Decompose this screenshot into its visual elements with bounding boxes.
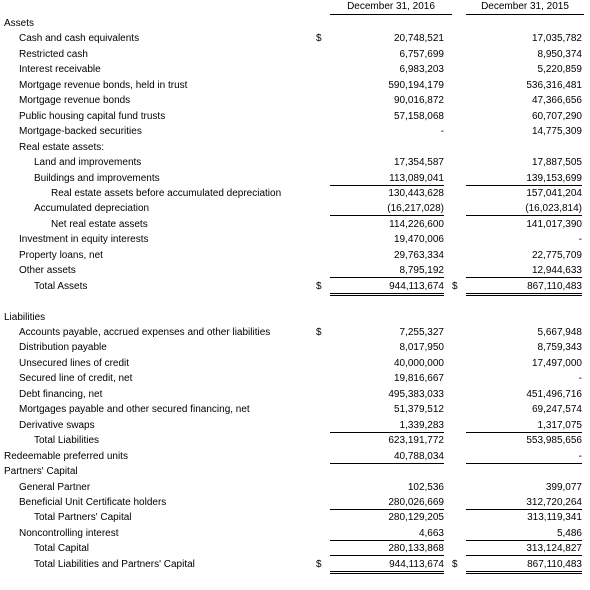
row-label: General Partner [19, 481, 91, 493]
table-row [0, 155, 590, 170]
value-2015: 8,759,343 [537, 342, 582, 354]
value-2016: 114,226,600 [389, 218, 444, 230]
table-row [0, 418, 590, 433]
value-2015: 312,720,264 [466, 495, 582, 510]
table-row [0, 140, 590, 155]
row-label: Total Partners' Capital [34, 512, 132, 524]
row-label: Total Liabilities and Partners' Capital [34, 558, 195, 570]
value-2016: - [440, 126, 444, 138]
value-2015: 313,124,827 [466, 541, 582, 556]
value-2016: 495,383,033 [388, 388, 444, 400]
value-2016: 8,017,950 [399, 342, 444, 354]
value-2016: 40,788,034 [330, 449, 444, 464]
value-2015: 399,077 [545, 481, 582, 493]
row-label: Total Assets [34, 280, 88, 292]
row-label: Distribution payable [19, 342, 107, 354]
value-2015: 313,119,341 [527, 512, 582, 524]
table-row [0, 433, 590, 448]
value-2015: 14,775,309 [531, 126, 582, 138]
table-row [0, 279, 590, 294]
table-row [0, 356, 590, 371]
row-label: Real estate assets: [19, 141, 105, 153]
row-label: Partners' Capital [4, 466, 78, 478]
table-row [0, 78, 590, 93]
row-label: Total Capital [34, 543, 90, 555]
table-row [0, 47, 590, 62]
currency-symbol: $ [452, 558, 458, 570]
table-row [0, 402, 590, 417]
value-2016: 29,763,334 [393, 249, 444, 261]
value-2015: 451,496,716 [526, 388, 582, 400]
table-row [0, 294, 590, 309]
value-2015: 17,035,782 [531, 33, 582, 45]
value-2016: 623,191,772 [388, 435, 444, 447]
table-row [0, 201, 590, 216]
value-2015: 5,667,948 [537, 327, 582, 338]
value-2015: 1,317,075 [466, 418, 582, 433]
value-2015: (16,023,814) [466, 201, 582, 216]
value-2016: 1,339,283 [330, 418, 444, 433]
value-2016: 7,255,327 [399, 327, 444, 338]
currency-symbol: $ [316, 33, 322, 45]
value-2015: - [466, 449, 582, 464]
value-2016: 20,748,521 [393, 33, 444, 45]
table-row [0, 449, 590, 464]
row-label: Net real estate assets [51, 218, 148, 230]
currency-symbol: $ [316, 558, 322, 570]
table-row [0, 371, 590, 386]
value-2016: 6,983,203 [399, 64, 444, 76]
value-2016: 51,379,512 [393, 404, 444, 416]
value-2016: 280,129,205 [388, 512, 444, 524]
row-label: Mortgages payable and other secured financing, net [19, 404, 250, 416]
value-2015: 22,775,709 [531, 249, 582, 261]
value-2015: 69,247,574 [531, 404, 582, 416]
row-label: Restricted cash [19, 48, 88, 60]
value-2015: 141,017,390 [526, 218, 582, 230]
table-row [0, 186, 590, 201]
row-label: Secured line of credit, net [19, 373, 133, 385]
value-2016: 590,194,179 [388, 79, 444, 91]
row-label: Real estate assets before accumulated depreciation [51, 187, 282, 199]
value-2015: 8,950,374 [537, 48, 582, 60]
row-label: Redeemable preferred units [4, 450, 128, 462]
row-label: Property loans, net [19, 249, 103, 261]
column-header-2015: December 31, 2015 [466, 0, 584, 15]
column-header-2016: December 31, 2016 [330, 0, 452, 15]
value-2016: 57,158,068 [393, 110, 444, 122]
value-2015: 553,985,656 [526, 435, 582, 447]
value-2016: 102,536 [407, 481, 444, 493]
table-row [0, 263, 590, 278]
table-row [0, 248, 590, 263]
value-2015: - [578, 373, 582, 385]
row-label: Derivative swaps [19, 419, 95, 431]
table-row [0, 557, 590, 572]
value-2016: 944,113,674 [330, 557, 444, 574]
table-row [0, 31, 590, 46]
row-label: Unsecured lines of credit [19, 357, 130, 369]
row-label: Land and improvements [34, 157, 142, 169]
row-label: Mortgage revenue bonds [19, 95, 131, 107]
value-2015: 47,366,656 [531, 95, 582, 107]
table-row [0, 325, 590, 340]
row-label: Mortgage revenue bonds, held in trust [19, 79, 188, 91]
value-2016: 944,113,674 [330, 279, 444, 296]
row-label: Debt financing, net [19, 388, 103, 400]
table-row [0, 510, 590, 525]
value-2016: 40,000,000 [393, 357, 444, 369]
table-row [0, 310, 590, 325]
value-2016: 90,016,872 [393, 95, 444, 107]
value-2015: 867,110,483 [466, 557, 582, 574]
value-2016: 6,757,699 [399, 48, 444, 60]
table-row [0, 387, 590, 402]
currency-symbol: $ [452, 280, 458, 292]
value-2015: 536,316,481 [526, 79, 582, 91]
value-2016: 19,816,667 [393, 373, 444, 385]
row-label: Total Liabilities [34, 435, 100, 447]
value-2016: 4,663 [330, 526, 444, 541]
row-label: Mortgage-backed securities [19, 126, 142, 138]
value-2015: 5,486 [466, 526, 582, 541]
value-2016: (16,217,028) [330, 201, 444, 216]
currency-symbol: $ [316, 280, 322, 292]
table-row [0, 541, 590, 556]
value-2015: 5,220,859 [537, 64, 582, 76]
row-label: Assets [4, 18, 35, 29]
row-label: Interest receivable [19, 64, 101, 76]
currency-symbol: $ [316, 327, 322, 338]
row-label: Beneficial Unit Certificate holders [19, 496, 167, 508]
value-2015: 17,497,000 [531, 357, 582, 369]
table-row [0, 16, 590, 31]
row-label: Accounts payable, accrued expenses and other liabilities [19, 327, 271, 338]
row-label: Investment in equity interests [19, 234, 149, 246]
table-row [0, 464, 590, 479]
table-row [0, 93, 590, 108]
table-row [0, 526, 590, 541]
value-2015: 12,944,633 [466, 263, 582, 278]
row-label: Buildings and improvements [34, 172, 160, 184]
value-2016: 280,133,868 [330, 541, 444, 556]
value-2015: 867,110,483 [466, 279, 582, 296]
table-row [0, 217, 590, 232]
table-row [0, 340, 590, 355]
row-label: Other assets [19, 265, 76, 277]
table-row [0, 480, 590, 495]
row-label: Liabilities [4, 311, 46, 323]
value-2015: 157,041,204 [526, 187, 582, 199]
value-2015: 139,153,699 [466, 171, 582, 186]
table-row [0, 109, 590, 124]
value-2016: 130,443,628 [388, 187, 444, 199]
value-2016: 113,089,041 [330, 171, 444, 186]
value-2015: 60,707,290 [531, 110, 582, 122]
value-2016: 17,354,587 [393, 157, 444, 169]
row-label: Noncontrolling interest [19, 527, 119, 539]
value-2016: 8,795,192 [330, 263, 444, 278]
row-label: Accumulated depreciation [34, 203, 150, 215]
row-label: Cash and cash equivalents [19, 33, 140, 45]
row-label: Public housing capital fund trusts [19, 110, 166, 122]
value-2016: 280,026,669 [330, 495, 444, 510]
table-row [0, 124, 590, 139]
value-2016: 19,470,006 [393, 234, 444, 246]
value-2015: 17,887,505 [531, 157, 582, 169]
table-row [0, 495, 590, 510]
table-row [0, 232, 590, 247]
table-row [0, 62, 590, 77]
value-2015: - [578, 234, 582, 246]
table-row [0, 171, 590, 186]
